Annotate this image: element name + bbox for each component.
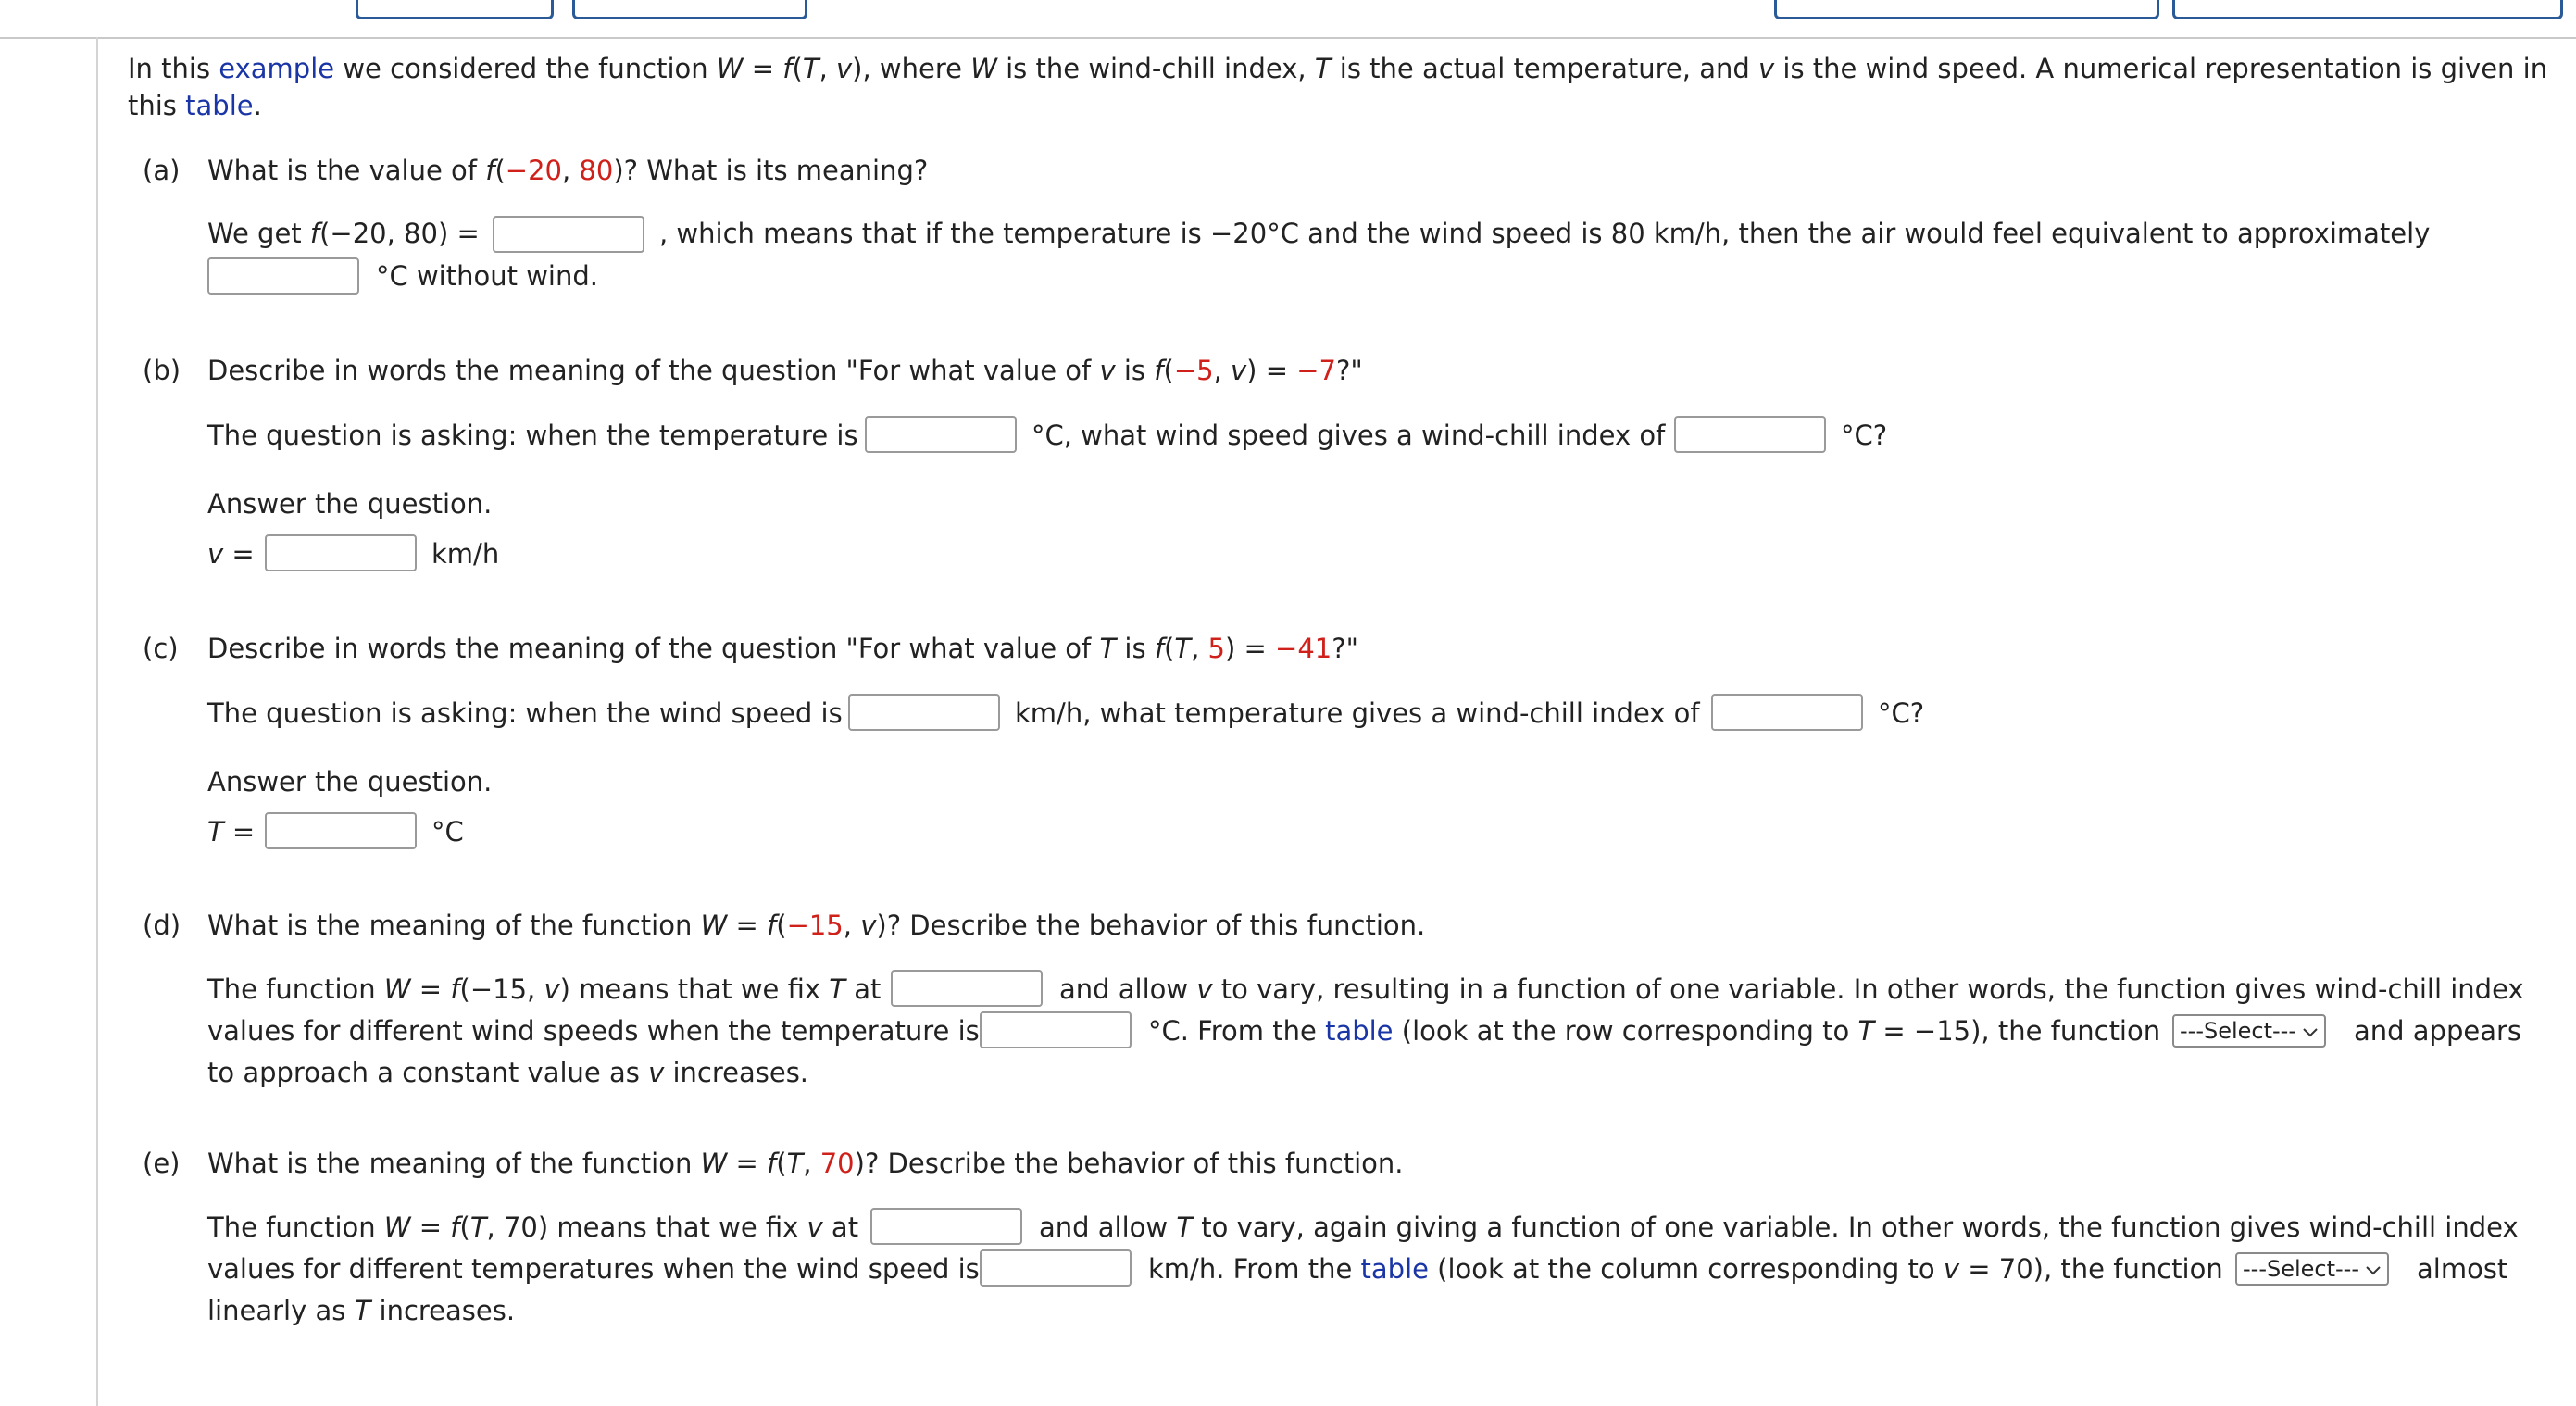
c-windspeed-input[interactable] bbox=[848, 694, 1000, 731]
part-a-label: (a) bbox=[143, 155, 181, 186]
part-b-unit: km/h bbox=[431, 538, 500, 570]
chevron-down-icon bbox=[2365, 1264, 2382, 1275]
intro-line-2: this table. bbox=[128, 90, 262, 121]
part-c-sentence-2: km/h, what temperature gives a wind-chill index of bbox=[1015, 697, 1700, 729]
part-d-question: What is the meaning of the function W = f(−15, v)? Describe the behavior of this function. bbox=[207, 910, 1426, 941]
part-e-line-2a: values for different temperatures when the wind speed is bbox=[207, 1253, 980, 1285]
c-windchill-input[interactable] bbox=[1711, 694, 1863, 731]
part-d-line-2b: °C. From the table (look at the row corresponding to T = −15), the function bbox=[1148, 1015, 2161, 1047]
e-table-link[interactable]: table bbox=[1360, 1253, 1429, 1285]
part-b-sentence-3: °C? bbox=[1841, 420, 1888, 451]
toolbar-button-1[interactable] bbox=[356, 0, 554, 19]
part-b-label: (b) bbox=[143, 355, 181, 386]
part-c-answer-prompt: Answer the question. bbox=[207, 766, 493, 797]
part-d-line-1a: The function W = f(−15, v) means that we fix T at bbox=[207, 973, 882, 1005]
toolbar-button-3[interactable] bbox=[1774, 0, 2159, 19]
e-fix-windspeed-input[interactable] bbox=[870, 1208, 1022, 1245]
chevron-down-icon bbox=[2302, 1026, 2319, 1037]
a-value-input[interactable] bbox=[493, 216, 644, 253]
a-equivalent-temp-input[interactable] bbox=[207, 257, 359, 295]
part-a-question: What is the value of f(−20, 80)? What is its meaning? bbox=[207, 155, 929, 186]
part-d-line-2a: values for different wind speeds when the temperature is bbox=[207, 1015, 980, 1047]
part-e-line-1b: and allow T to vary, again giving a function of one variable. In other words, the function gives wind-chill index bbox=[1039, 1211, 2519, 1243]
part-d-line-1b: and allow v to vary, resulting in a function of one variable. In other words, the function gives wind-chill index bbox=[1059, 973, 2524, 1005]
b-windchill-input[interactable] bbox=[1674, 416, 1826, 453]
d-table-link[interactable]: table bbox=[1325, 1015, 1394, 1047]
left-border bbox=[96, 37, 98, 1406]
part-d-label: (d) bbox=[143, 910, 181, 941]
part-c-sentence-1: The question is asking: when the wind speed is bbox=[207, 697, 843, 729]
part-a-sentence-1: We get f(−20, 80) = bbox=[207, 218, 480, 249]
part-e-line-2b: km/h. From the table (look at the column corresponding to v = 70), the function bbox=[1148, 1253, 2223, 1285]
table-link[interactable]: table bbox=[185, 90, 254, 121]
d-fix-temperature-input[interactable] bbox=[891, 970, 1043, 1007]
part-b-sentence-1: The question is asking: when the temperature is bbox=[207, 420, 858, 451]
part-c-answer-var: T = bbox=[207, 816, 256, 847]
toolbar-button-4[interactable] bbox=[2172, 0, 2563, 19]
part-d-line-3: to approach a constant value as v increases. bbox=[207, 1057, 809, 1088]
e-behavior-select[interactable]: ---Select--- bbox=[2235, 1252, 2389, 1286]
part-e-line-3: linearly as T increases. bbox=[207, 1295, 516, 1326]
part-c-sentence-3: °C? bbox=[1878, 697, 1925, 729]
part-e-line-1a: The function W = f(T, 70) means that we fix v at bbox=[207, 1211, 859, 1243]
part-e-label: (e) bbox=[143, 1148, 181, 1179]
d-behavior-select[interactable]: ---Select--- bbox=[2172, 1014, 2326, 1048]
e-windspeed-input[interactable] bbox=[980, 1249, 1132, 1287]
part-c-unit: °C bbox=[431, 816, 464, 847]
part-b-question: Describe in words the meaning of the question "For what value of v is f(−5, v) = −7?" bbox=[207, 355, 1363, 386]
toolbar-button-2[interactable] bbox=[572, 0, 807, 19]
b-temperature-input[interactable] bbox=[865, 416, 1017, 453]
part-a-sentence-3: °C without wind. bbox=[376, 260, 598, 292]
part-c-label: (c) bbox=[143, 633, 179, 664]
part-e-line-2c: almost bbox=[2417, 1253, 2508, 1285]
intro-line-1: In this example we considered the function W = f(T, v), where W is the wind-chill index, T is the actual temperature, and v is the wind speed. A numerical representation is given in bbox=[128, 53, 2548, 84]
top-toolbar bbox=[0, 0, 2576, 39]
part-b-answer-prompt: Answer the question. bbox=[207, 488, 493, 520]
part-e-question: What is the meaning of the function W = f(T, 70)? Describe the behavior of this function. bbox=[207, 1148, 1404, 1179]
part-b-sentence-2: °C, what wind speed gives a wind-chill index of bbox=[1032, 420, 1666, 451]
part-a-sentence-2: , which means that if the temperature is −20°C and the wind speed is 80 km/h, then the air would feel equivalent to approximately bbox=[659, 218, 2431, 249]
example-link[interactable]: example bbox=[219, 53, 335, 84]
c-t-answer-input[interactable] bbox=[265, 812, 417, 849]
d-temperature-input[interactable] bbox=[980, 1011, 1132, 1048]
part-d-line-2c: and appears bbox=[2354, 1015, 2522, 1047]
part-c-question: Describe in words the meaning of the question "For what value of T is f(T, 5) = −41?" bbox=[207, 633, 1358, 664]
part-b-answer-var: v = bbox=[207, 538, 255, 570]
b-v-answer-input[interactable] bbox=[265, 534, 417, 571]
